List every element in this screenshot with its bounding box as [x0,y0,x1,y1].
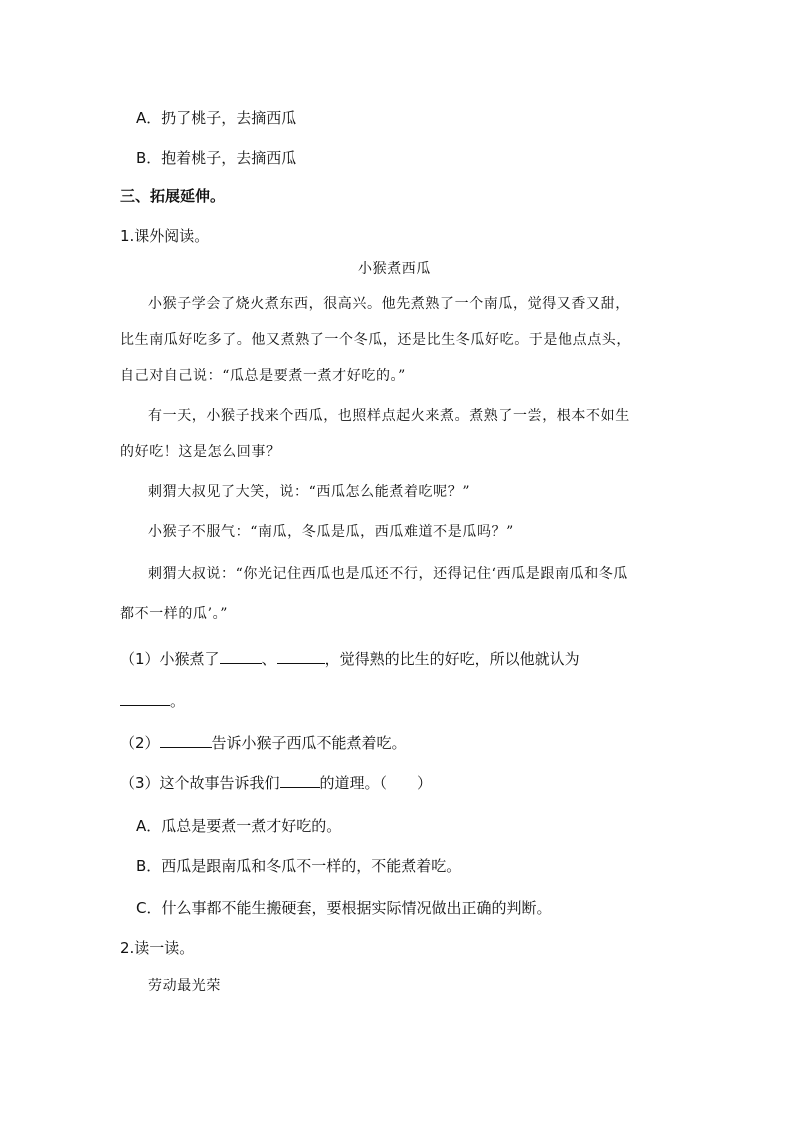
answer-blank[interactable] [120,690,170,706]
poem-title: 劳动最光荣 [148,978,221,994]
question-1-2-suffix: 告诉小猴子西瓜不能煮着吃。 [211,734,407,752]
option-b: B．抱着桃子，去摘西瓜 [136,149,297,167]
option-b: B．西瓜是跟南瓜和冬瓜不一样的，不能煮着吃。 [136,857,462,875]
question-1-1-separator: 、 [261,650,277,668]
section-heading: 三、拓展延伸。 [120,187,226,205]
question-1-2-prefix: （2） [120,734,160,752]
story-paragraph-line: 都不一样的瓜’。” [120,606,229,622]
story-paragraph-line: 的好吃！这是怎么回事？ [120,444,281,460]
option-a: A．扔了桃子，去摘西瓜 [136,109,297,127]
story-paragraph-line: 比生南瓜好吃多了。他又煮熟了一个冬瓜，还是比生冬瓜好吃。于是他点点头， [120,332,631,348]
question-1-2 [120,732,407,753]
story-paragraph-line: 刺猬大叔见了大笑，说：“西瓜怎么能煮着吃呢？” [148,484,471,500]
question-1-1-continuation [120,690,185,711]
answer-blank[interactable] [160,732,212,748]
question-1-label: 1.课外阅读。 [120,227,210,245]
question-1-1-end: 。 [170,692,186,710]
question-1-1 [120,648,580,669]
option-c: C．什么事都不能生搬硬套，要根据实际情况做出正确的判断。 [136,899,552,917]
answer-blank[interactable] [277,648,325,664]
story-paragraph-line: 自己对自己说：“瓜总是要煮一煮才好吃的。” [120,368,406,384]
story-title: 小猴煮西瓜 [358,261,431,277]
story-paragraph-line: 小猴子学会了烧火煮东西，很高兴。他先煮熟了一个南瓜，觉得又香又甜， [148,296,630,312]
story-paragraph-line: 有一天，小猴子找来个西瓜，也照样点起火来煮。煮熟了一尝，根本不如生 [148,408,630,424]
question-1-3-suffix: 的道理。（ ） [319,774,433,792]
answer-blank[interactable] [280,772,320,788]
question-1-3-prefix: （3）这个故事告诉我们 [120,774,280,792]
question-1-1-middle: ，觉得熟的比生的好吃，所以他就认为 [324,650,580,668]
story-paragraph-line: 小猴子不服气：“南瓜，冬瓜是瓜，西瓜难道不是瓜吗？” [148,524,514,540]
question-2-label: 2.读一读。 [120,939,195,957]
option-a: A．瓜总是要煮一煮才好吃的。 [136,817,342,835]
answer-blank[interactable] [220,648,262,664]
question-1-1-prefix: （1）小猴煮了 [120,650,220,668]
story-paragraph-line: 刺猬大叔说：“你光记住西瓜也是瓜还不行，还得记住‘西瓜是跟南瓜和冬瓜 [148,566,629,582]
question-1-3 [120,772,432,793]
